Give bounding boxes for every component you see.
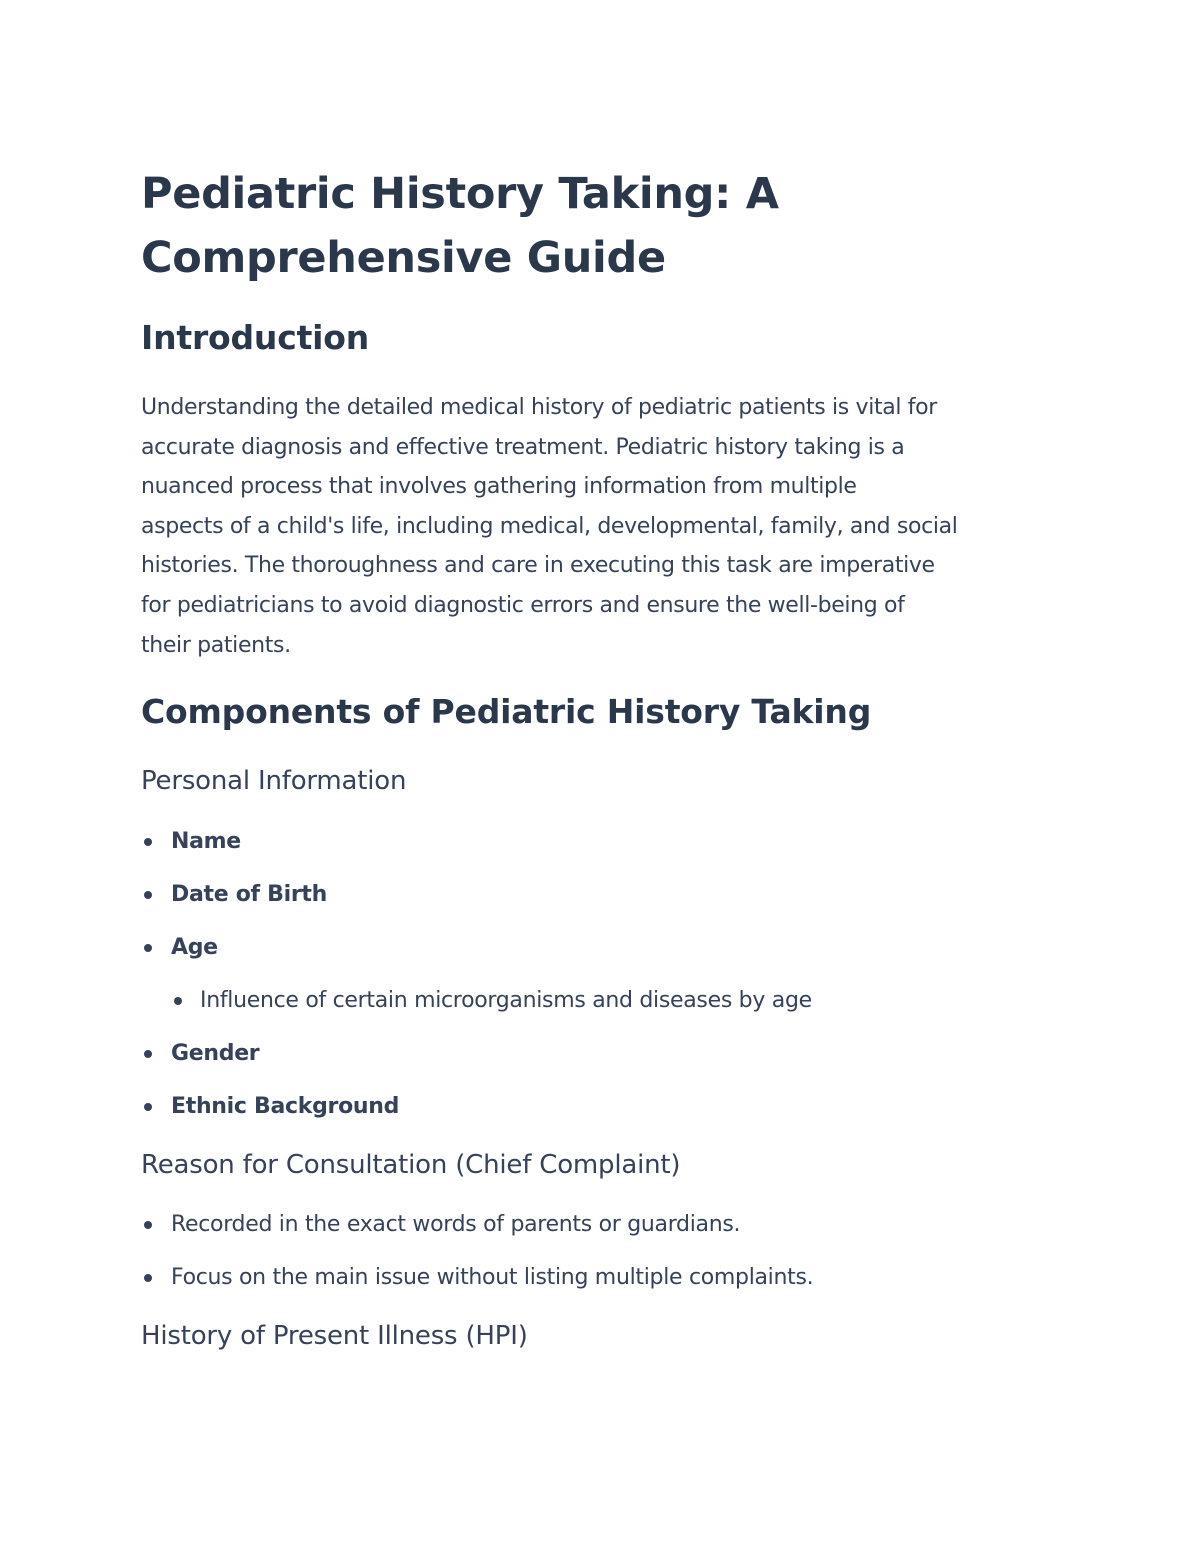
paragraph-line: histories. The thoroughness and care in executing this task are imperative xyxy=(141,553,935,579)
introduction-heading: Introduction xyxy=(141,318,370,357)
bullet-icon xyxy=(144,891,152,899)
components-heading: Components of Pediatric History Taking xyxy=(141,692,872,731)
list-item-age: Age xyxy=(171,935,218,960)
bullet-icon xyxy=(144,1050,152,1058)
paragraph-line: nuanced process that involves gathering information from multiple xyxy=(141,474,857,500)
list-item-gender: Gender xyxy=(171,1041,260,1066)
bullet-icon xyxy=(144,838,152,846)
reason-for-consultation-heading: Reason for Consultation (Chief Complaint) xyxy=(141,1150,681,1180)
document-title xyxy=(141,162,779,290)
bullet-icon xyxy=(174,997,182,1005)
bullet-icon xyxy=(144,1274,152,1282)
paragraph-line: accurate diagnosis and effective treatment. Pediatric history taking is a xyxy=(141,434,905,460)
paragraph-line: Understanding the detailed medical history of pediatric patients is vital for xyxy=(141,395,937,420)
bullet-icon xyxy=(144,1221,152,1229)
bullet-icon xyxy=(144,944,152,952)
title-line-2: Comprehensive Guide xyxy=(141,233,666,283)
paragraph-line: aspects of a child's life, including medical, developmental, family, and social xyxy=(141,513,958,539)
list-item-text: Recorded in the exact words of parents or guardians. xyxy=(171,1212,741,1237)
title-line-1: Pediatric History Taking: A xyxy=(141,169,779,219)
list-item-text: Focus on the main issue without listing multiple complaints. xyxy=(171,1265,814,1290)
list-item-name: Name xyxy=(171,829,241,854)
hpi-heading: History of Present Illness (HPI) xyxy=(141,1321,528,1351)
paragraph-line: for pediatricians to avoid diagnostic errors and ensure the well-being of xyxy=(141,592,905,618)
list-item-date-of-birth: Date of Birth xyxy=(171,882,327,907)
paragraph-line: their patients. xyxy=(141,632,291,658)
sub-list-item-age-influence: Influence of certain microorganisms and diseases by age xyxy=(200,988,812,1013)
personal-information-heading: Personal Information xyxy=(141,766,407,796)
list-item-ethnic-background: Ethnic Background xyxy=(171,1094,400,1119)
introduction-paragraph xyxy=(141,388,1071,665)
bullet-icon xyxy=(144,1103,152,1111)
